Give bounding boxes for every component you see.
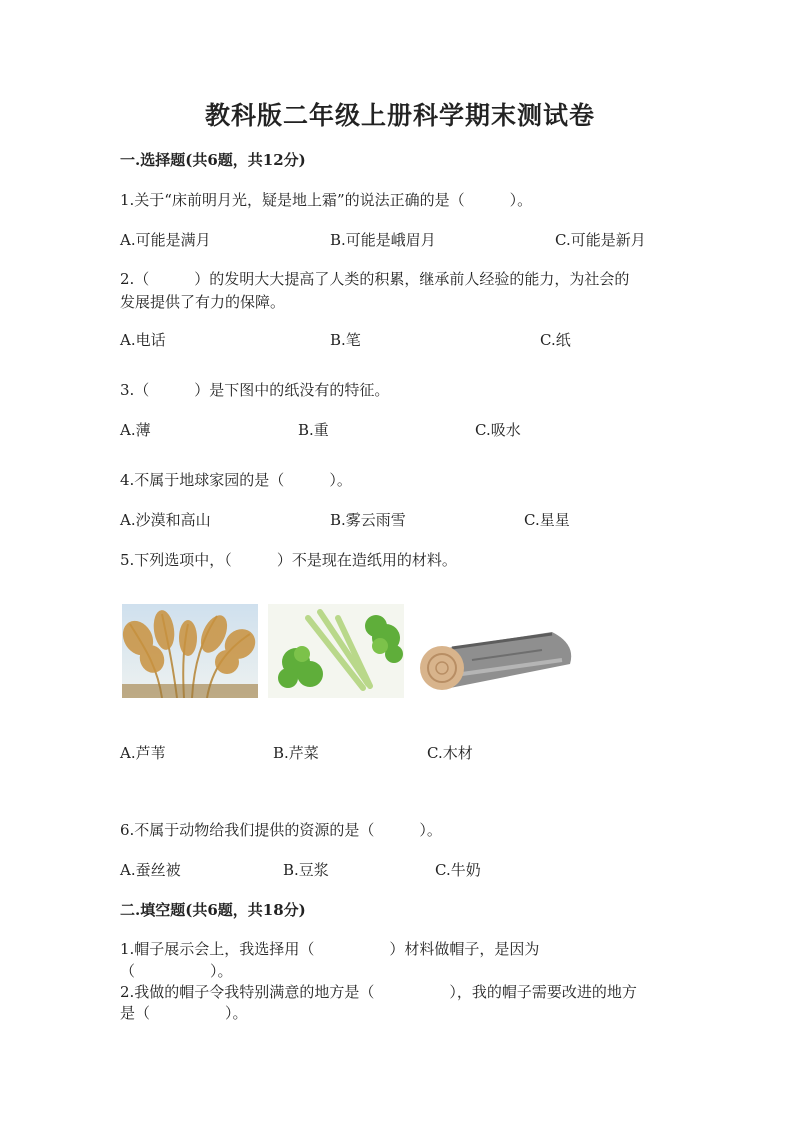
- question-4: 4.不属于地球家园的是（ ）。: [120, 471, 352, 489]
- q3-option-a: A.薄: [120, 421, 151, 439]
- fill-question-1-line2: （ ）。: [120, 962, 233, 980]
- q2-option-b: B.笔: [330, 331, 361, 349]
- q4-option-a: A.沙漠和高山: [120, 511, 211, 529]
- fill-question-2-line1: 2.我做的帽子令我特别满意的地方是（ ），我的帽子需要改进的地方: [120, 983, 637, 1001]
- q2-option-a: A.电话: [120, 331, 166, 349]
- q1-option-a: A.可能是满月: [120, 231, 211, 249]
- question-3: 3.（ ）是下图中的纸没有的特征。: [120, 381, 390, 399]
- question-5: 5.下列选项中，（ ）不是现在造纸用的材料。: [120, 551, 457, 569]
- q6-option-b: B.豆浆: [283, 861, 329, 879]
- section-heading-fill: 二.填空题(共6题，共18分): [120, 901, 306, 919]
- question-2-line1: 2.（ ）的发明大大提高了人类的积累，继承前人经验的能力，为社会的: [120, 270, 630, 288]
- fill-question-2-line2: 是（ ）。: [120, 1004, 248, 1022]
- reed-photo: [122, 604, 258, 698]
- question-2-line2: 发展提供了有力的保障。: [120, 293, 286, 311]
- celery-photo: [268, 604, 404, 698]
- q4-option-b: B.雾云雨雪: [330, 511, 406, 529]
- q3-option-b: B.重: [298, 421, 329, 439]
- q5-option-b: B.芹菜: [273, 744, 319, 762]
- q2-option-c: C.纸: [540, 331, 571, 349]
- q1-option-c: C.可能是新月: [555, 231, 646, 249]
- q5-option-c: C.木材: [427, 744, 473, 762]
- q4-option-c: C.星星: [524, 511, 570, 529]
- q6-option-a: A.蚕丝被: [120, 861, 181, 879]
- fill-question-1-line1: 1.帽子展示会上，我选择用（ ）材料做帽子，是因为: [120, 940, 540, 958]
- question-1: 1.关于“床前明月光，疑是地上霜”的说法正确的是（ ）。: [120, 191, 533, 209]
- question-6: 6.不属于动物给我们提供的资源的是（ ）。: [120, 821, 442, 839]
- q1-option-b: B.可能是峨眉月: [330, 231, 436, 249]
- q5-option-a: A.芦苇: [120, 744, 166, 762]
- page-title: 教科版二年级上册科学期末测试卷: [204, 101, 595, 130]
- wood-log-photo: [412, 604, 576, 698]
- section-heading-choice: 一.选择题(共6题，共12分): [120, 151, 306, 169]
- q6-option-c: C.牛奶: [435, 861, 481, 879]
- q3-option-c: C.吸水: [475, 421, 521, 439]
